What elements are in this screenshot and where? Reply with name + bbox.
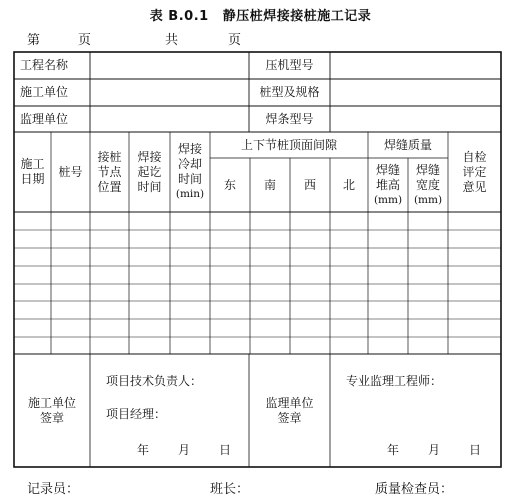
header-pile-no: 桩号: [58, 164, 83, 179]
contractor-date-month: 月: [178, 443, 191, 457]
header-gap-east: 东: [223, 177, 236, 192]
header-weld-quality: 焊缝质量: [383, 137, 432, 152]
header-gap-north: 北: [342, 177, 355, 192]
weld-height-unit: (mm): [373, 193, 403, 206]
project-name-label: 工程名称: [20, 58, 69, 72]
header-self-check: 自检评定意见: [462, 149, 487, 194]
pile-type-label: 桩型及规格: [259, 85, 320, 99]
team-leader-label: 班长：: [210, 482, 250, 497]
header-joint-position: 接桩节点位置: [97, 149, 122, 194]
contractor-date-year: 年: [137, 443, 150, 457]
electrode-model-label: 焊条型号: [265, 111, 314, 126]
recorder-label: 记录员：: [27, 482, 80, 497]
project-manager-label: 项目经理：: [106, 407, 167, 421]
contractor-label: 施工单位: [20, 85, 69, 99]
page-label: 第: [27, 33, 41, 48]
cool-time-unit: (min): [175, 188, 205, 200]
supervising-engineer-label: 专业监理工程师：: [346, 374, 443, 388]
table-code: 表 B.0.1: [149, 9, 209, 24]
total-unit: 页: [228, 33, 242, 48]
header-gap-west: 西: [303, 177, 316, 192]
table-title: 静压桩焊接接桩施工记录: [222, 9, 372, 24]
contractor-date-day: 日: [219, 443, 232, 457]
header-gap-group: 上下节桩顶面间隙: [240, 137, 337, 152]
supervisor-sign-label: 监理单位签章: [265, 395, 314, 425]
supervisor-date-month: 月: [428, 443, 441, 457]
inspector-label: 质量检查员：: [375, 482, 454, 497]
contractor-sign-label: 施工单位签章: [27, 395, 76, 425]
header-cool-time: 焊接冷却时间 (min): [175, 142, 205, 200]
header-weld-time: 焊接起讫时间: [137, 149, 162, 194]
header-date: 施工日期: [20, 157, 45, 186]
supervisor-date-day: 日: [469, 443, 482, 457]
header-gap-south: 南: [263, 177, 276, 192]
tech-lead-label: 项目技术负责人：: [106, 374, 203, 388]
header-weld-width: 焊缝宽度 (mm): [413, 162, 443, 206]
supervisor-label: 监理单位: [20, 111, 69, 126]
header-weld-height: 焊缝堆高 (mm): [373, 162, 403, 206]
supervisor-date-year: 年: [387, 443, 400, 457]
press-model-label: 压机型号: [265, 58, 314, 72]
weld-width-unit: (mm): [413, 193, 443, 206]
page-unit: 页: [78, 33, 92, 48]
total-label: 共: [165, 33, 179, 48]
